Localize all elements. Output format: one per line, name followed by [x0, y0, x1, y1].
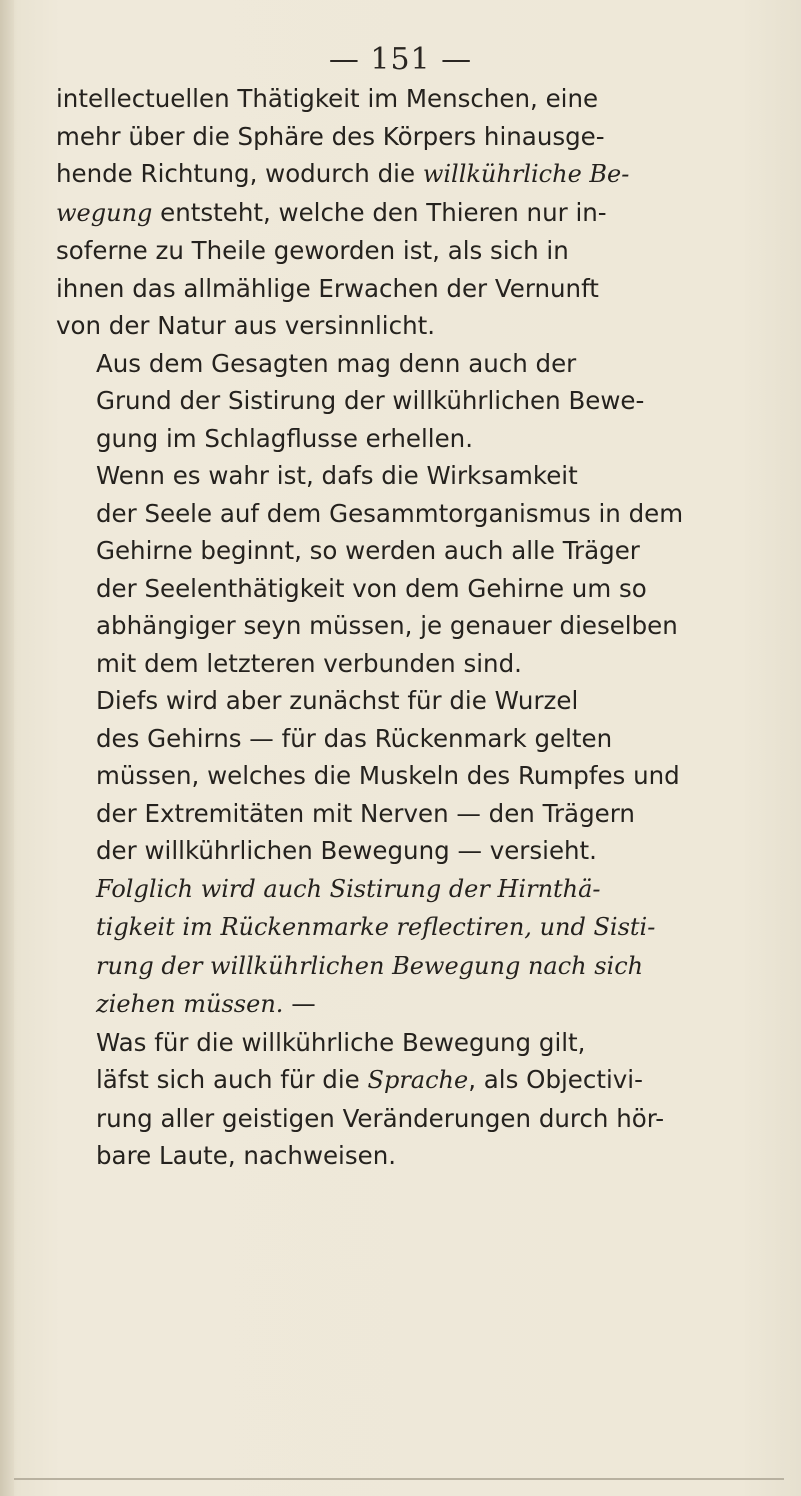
text-line: [56, 1061, 756, 1100]
italic-text: rung der willkührlichen Bewegung nach sich: [96, 951, 644, 980]
page-gutter-shadow: [0, 0, 14, 1496]
page-bottom-edge: [14, 1478, 784, 1480]
text-line: [56, 570, 756, 608]
paragraph: [56, 870, 756, 1024]
text-run: Was für die willkührliche Bewegung gilt,: [96, 1027, 586, 1057]
text-line: [56, 382, 756, 420]
text-run: , als Objectivi-: [468, 1065, 643, 1094]
text-line: [56, 118, 756, 156]
text-run: Aus dem Gesagten mag denn auch der: [96, 348, 577, 378]
text-run: Gehirne beginnt, so werden auch alle Träger: [96, 536, 640, 565]
italic-text: ziehen müssen.: [96, 990, 284, 1018]
text-line: [56, 270, 756, 308]
text-line: [56, 345, 756, 383]
text-line: [56, 457, 756, 495]
text-run: entsteht, welche den Thieren nur in-: [152, 197, 607, 227]
text-line: [56, 985, 756, 1024]
text-line: [56, 908, 756, 947]
text-run: läfst sich auch für die: [96, 1065, 368, 1094]
text-run: der Seele auf dem Gesammtorganismus in dem: [96, 498, 684, 528]
paragraph: [56, 80, 756, 345]
italic-text: tigkeit im Rückenmarke reflectiren, und Sisti-: [96, 913, 656, 941]
italic-text: Sprache: [367, 1066, 469, 1094]
text-run: des Gehirns — für das Rückenmark gelten: [96, 723, 613, 753]
italic-text: Folglich wird auch Sistirung der Hirnthä-: [96, 874, 601, 903]
text-run: der willkührlichen Bewegung — versieht.: [96, 836, 597, 865]
text-line: [56, 232, 756, 270]
text-line: [56, 155, 756, 194]
text-line: [56, 1100, 756, 1138]
text-line: [56, 870, 756, 909]
text-run: bare Laute, nachweisen.: [96, 1141, 397, 1170]
text-line: [56, 1137, 756, 1175]
text-run: mit dem letzteren verbunden sind.: [96, 648, 522, 678]
text-line: [56, 645, 756, 683]
text-line: [56, 532, 756, 570]
text-line: [56, 1024, 756, 1062]
text-run: hende Richtung, wodurch die: [56, 159, 423, 188]
paragraph: [56, 345, 756, 458]
paragraph: [56, 682, 756, 870]
text-line: [56, 795, 756, 833]
text-run: —: [283, 989, 316, 1018]
page-number: — 151 —: [328, 42, 473, 77]
text-run: gung im Schlagflusse erhellen.: [96, 423, 473, 453]
paragraph: [56, 1024, 756, 1175]
text-run: von der Natur aus versinnlicht.: [56, 311, 435, 340]
italic-text: willkührliche Be-: [422, 160, 630, 188]
text-run: der Seelenthätigkeit von dem Gehirne um so: [96, 573, 647, 603]
text-line: [56, 947, 756, 986]
text-line: [56, 720, 756, 758]
text-line: [56, 682, 756, 720]
text-run: rung aller geistigen Veränderungen durch hör-: [96, 1103, 665, 1133]
text-run: müssen, welches die Muskeln des Rumpfes und: [96, 761, 680, 790]
body-text: [56, 80, 756, 1175]
text-line: [56, 607, 756, 645]
text-line: [56, 832, 756, 870]
italic-text: wegung: [56, 198, 153, 227]
text-line: [56, 307, 756, 345]
text-line: [56, 495, 756, 533]
text-line: [56, 420, 756, 458]
text-line: [56, 80, 756, 118]
text-run: abhängiger seyn müssen, je genauer dieselben: [96, 611, 678, 640]
text-run: ihnen das allmählige Erwachen der Vernunft: [56, 273, 599, 303]
text-line: [56, 757, 756, 795]
text-run: der Extremitäten mit Nerven — den Trägern: [96, 798, 635, 828]
text-run: soferne zu Theile geworden ist, als sich in: [56, 236, 569, 265]
text-run: intellectuellen Thätigkeit im Menschen, eine: [56, 84, 599, 113]
text-run: Diefs wird aber zunächst für die Wurzel: [96, 686, 579, 715]
text-run: mehr über die Sphäre des Körpers hinausge-: [56, 121, 605, 151]
text-run: Grund der Sistirung der willkührlichen Bewe-: [96, 386, 645, 415]
text-run: Wenn es wahr ist, dafs die Wirksamkeit: [96, 461, 578, 490]
paragraph: [56, 457, 756, 682]
text-line: [56, 194, 756, 233]
